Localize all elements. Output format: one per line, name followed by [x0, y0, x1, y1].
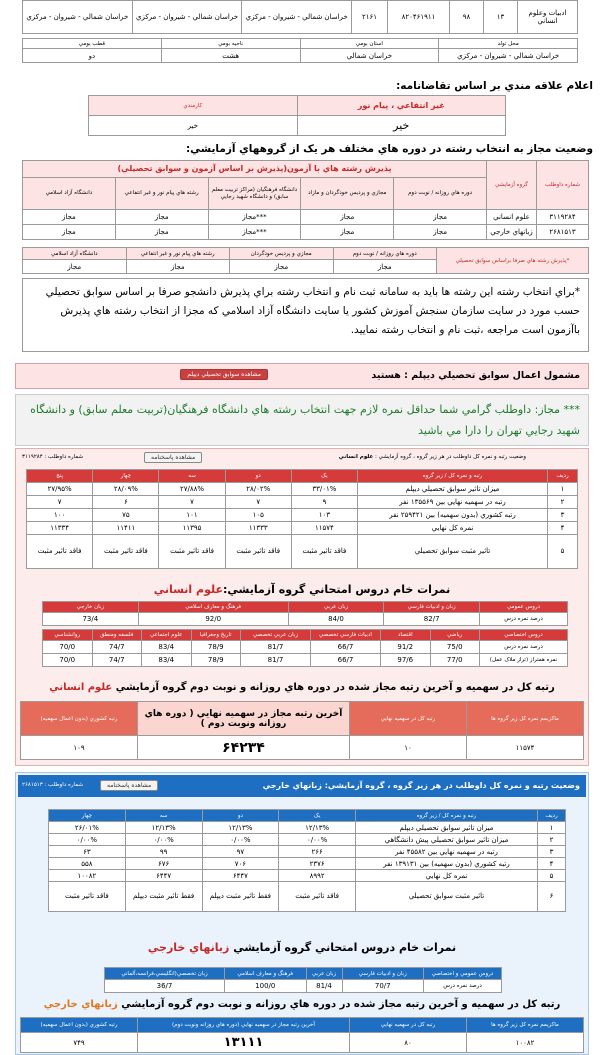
lang-cell: ۲ [538, 834, 566, 846]
lang-raw-value: 81/4 [306, 980, 342, 993]
lang-cell: ۲۳۷۶ [279, 858, 356, 870]
human-spec-header: رياضي [430, 630, 480, 641]
top-cell: ادبيات وعلوم انساني [518, 1, 578, 34]
human-spec-value: 77/0 [430, 654, 480, 667]
lang-raw-header: زبان و ادبيات فارسي [342, 968, 424, 980]
lang-answer-sheet-button[interactable]: مشاهده پاسخنامه [100, 780, 158, 791]
human-cell: فاقد تاثير مثبت [93, 535, 159, 569]
lang-cell: ۲۶۶ [279, 846, 356, 858]
green-note: *** مجاز: داوطلب گرامي شما حداقل نمره لازم جهت انتخاب رشته هاي دانشگاه فرهنگيان(تربيت معلم سابق) و دانشگاه شهيد رجايي تهران را دارا مي باشيد [15, 394, 589, 446]
lang-header: يک [279, 810, 356, 822]
human-final-rank-title: رتبه كل در سهميه و آخرين رتبه مجاز شده در دوره هاي روزانه و نوبت دوم گروه آزمايشي علوم انساني [49, 682, 555, 693]
human-spec-value: 66/7 [311, 654, 381, 667]
lang-final-rank-table [20, 1017, 584, 1053]
lang-raw-header: زبان عربي [306, 968, 342, 980]
human-cell: ۱۱۳۳۴ [27, 522, 93, 535]
human-rank-header: آخرين رتبه مجاز در سهميه نهايي ( دوره هاي روزانه ونوبت دوم ) [138, 702, 350, 736]
human-cell: ۷ [27, 496, 93, 509]
interest-header: غير انتفاعي ، پيام نور [297, 96, 506, 116]
status-cell: مجاز [23, 225, 116, 240]
human-final-rank-table [20, 701, 584, 760]
lang-rank-header: رتبه كشوري (بدون اعمال سهميه) [21, 1018, 138, 1033]
human-spec-header: روانشناسي [43, 630, 93, 641]
human-cell: ۲ [548, 496, 578, 509]
lang-rank-value: ۷۴۹ [21, 1033, 138, 1053]
record-header: دانشگاه آزاد اسلامي [23, 248, 127, 260]
lang-raw-table [104, 967, 502, 993]
human-cell: ۳۳/۰۱% [291, 483, 357, 496]
lang-raw-label: درصد نمره درس [424, 980, 502, 993]
human-cell: ۱۱۴۱۱ [93, 522, 159, 535]
human-cell: ۷۵ [93, 509, 159, 522]
interest-title: اعلام علاقه مندي بر اساس تقاضانامه: [396, 80, 593, 92]
human-spec-value: 70/0 [43, 654, 93, 667]
lang-candidate-id: شماره داوطلب : ۲۶۸۱۵۱۳ [22, 782, 84, 788]
human-cell: ميزان تاثير سوابق تحصيلي ديپلم [358, 483, 548, 496]
status-cell: مجاز [115, 210, 208, 225]
human-cell: فاقد تاثير مثبت [225, 535, 291, 569]
lang-cell: ميزان تاثير سوابق تحصيلي پيش دانشگاهي [356, 834, 538, 846]
human-spec-header: فلسفه ومنطق [92, 630, 142, 641]
human-cell: ۵ [548, 535, 578, 569]
human-spec-value: 78/9 [191, 641, 241, 654]
status-sub-header: رشته هاي پيام نور و غير انتفاعي [115, 178, 208, 210]
birth-table [22, 38, 578, 63]
status-title: وضعيت مجاز به انتخاب رشته در دوره هاي مختلف هر يک از گروههاي آزمايشي: [185, 143, 593, 155]
human-section [15, 448, 589, 766]
record-table [22, 247, 589, 274]
lang-rank-table [48, 809, 566, 912]
human-rank-value: ۱۰۹ [21, 736, 138, 760]
status-cell: ۲۶۸۱۵۱۳ [537, 225, 589, 240]
record-value: مجاز [333, 260, 437, 274]
birth-header: ناحيه بومي [161, 39, 300, 49]
lang-cell: ۶۴۴۷ [125, 870, 202, 882]
human-cell: ۲۸/۰۹% [93, 483, 159, 496]
lang-rank-header: رتبه كل در سهميه نهايي [350, 1018, 467, 1033]
human-header: چهار [93, 470, 159, 483]
birth-header: محل تولد [439, 39, 578, 49]
lang-header: رديف [538, 810, 566, 822]
top-cell: ۹۸ [450, 1, 484, 34]
lang-rank-header: آخرين رتبه مجاز در سهميه نهايي (دوره هاي روزانه ونوبت دوم) [138, 1018, 350, 1033]
human-cell: رتبه كشوري (بدون سهميه) بين ۲۵۹۴۲۱ نفر [358, 509, 548, 522]
birth-value: هشت [161, 49, 300, 63]
top-info-table [22, 0, 578, 34]
status-cell: مجاز [23, 210, 116, 225]
birth-value: خراسان شمالي - شيروان - مركزي [439, 49, 578, 63]
human-candidate-id: شماره داوطلب : ۳۱۱۹۲۸۴ [22, 454, 84, 460]
lang-raw-header: دروس عمومي و اختصاصي [424, 968, 502, 980]
human-cell: ۹ [291, 496, 357, 509]
human-cell: رتبه در سهميه نهايي بين ۱۳۵۵۶۹ نفر [358, 496, 548, 509]
human-rank-header: رتبه كل در سهميه نهايي [350, 702, 467, 736]
human-header: رديف [548, 470, 578, 483]
record-header: مجازي و پرديس خودگردان [230, 248, 334, 260]
human-general-value: 73/4 [43, 613, 139, 626]
human-cell: ۲۷/۹۵% [27, 483, 93, 496]
lang-cell: رتبه كشوري (بدون سهميه) بين ۱۳۹۱۳۱ نفر [356, 858, 538, 870]
status-cell: مجاز [394, 210, 487, 225]
lang-cell: ميزان تاثير سوابق تحصيلي ديپلم [356, 822, 538, 834]
human-answer-sheet-button[interactable]: مشاهده پاسخنامه [144, 452, 202, 463]
status-col-id: شماره داوطلب [537, 161, 589, 210]
human-spec-header: علوم اجتماعي [142, 630, 192, 641]
lang-rank-value: ۱۳۱۱۱ [138, 1033, 350, 1053]
status-cell: ۳۱۱۹۲۸۴ [537, 210, 589, 225]
status-cell: ***مجاز [208, 210, 301, 225]
lang-cell: ۹۷ [202, 846, 279, 858]
human-spec-value: 70/0 [43, 641, 93, 654]
human-spec-value: 91/2 [381, 641, 431, 654]
status-cell: مجاز [301, 225, 394, 240]
human-spec-header: زبان عربي تخصصي [241, 630, 311, 641]
lang-cell: ۱ [538, 822, 566, 834]
lang-cell: ۱۲/۱۳% [202, 822, 279, 834]
human-spec-value: 78/9 [191, 654, 241, 667]
status-cell: مجاز [115, 225, 208, 240]
lang-title: وضعيت رتبه و نمره كل داوطلب در هر زير گروه ، گروه آزمايشي: زبانهاي خارجي [262, 781, 580, 790]
human-spec-value: 66/7 [311, 641, 381, 654]
human-special-table [42, 629, 568, 667]
top-cell: ۸۲۰۴۶۱۹۱۱ [388, 1, 450, 34]
human-spec-header: ادبيات فارسي تخصصي [311, 630, 381, 641]
human-header: دو [225, 470, 291, 483]
human-rank-header: رتبه كشوري (بدون اعمال سهميه) [21, 702, 138, 736]
human-cell: فاقد تاثير مثبت [159, 535, 225, 569]
human-cell: ۳ [548, 509, 578, 522]
human-cell: ۱۱۵۷۴ [291, 522, 357, 535]
human-spec-value: 83/4 [142, 641, 192, 654]
lang-header: سه [125, 810, 202, 822]
diploma-label: مشمول اعمال سوابق تحصيلي ديپلم : هستيد [371, 370, 580, 381]
birth-header: قطب بومي [23, 39, 162, 49]
status-cell: ***مجاز [208, 225, 301, 240]
lang-cell: نمره كل نهايي [356, 870, 538, 882]
status-col-group: گروه آزمايشي [487, 161, 537, 210]
human-rank-value: ۱۰ [350, 736, 467, 760]
human-rank-value: ۶۴۲۳۴ [138, 736, 350, 760]
diploma-bar [15, 363, 589, 389]
human-general-label: درصد نمره درس [480, 613, 568, 626]
lang-cell: فقط تاثير مثبت ديپلم [202, 882, 279, 912]
human-general-header: دروس عمومي [480, 602, 568, 613]
lang-cell: تاثير مثبت سوابق تحصيلي [356, 882, 538, 912]
lang-raw-header: فرهنگ و معارف اسلامي [225, 968, 307, 980]
human-cell: ۱۰۵ [225, 509, 291, 522]
human-general-header: زبان خارجي [43, 602, 139, 613]
birth-value: دو [23, 49, 162, 63]
top-cell: ۲۱۶۱ [352, 1, 388, 34]
human-cell: ۴ [548, 522, 578, 535]
human-header: سه [159, 470, 225, 483]
human-cell: ۱۱۳۳۳ [225, 522, 291, 535]
lang-cell: ۹۹ [125, 846, 202, 858]
human-general-header: زبان و ادبيات فارسي [384, 602, 480, 613]
status-band-title: پذيرش رشته هاي با آزمون(پذيرش بر اساس آزمون و سوابق تحصيلي) [23, 161, 487, 178]
top-cell: خراسان شمالي - شيروان - مركزي [132, 1, 242, 34]
lang-cell: فاقد تاثير مثبت [279, 882, 356, 912]
top-cell: ۱۳ [484, 1, 518, 34]
record-note: *براي انتخاب رشته اين رشته ها بايد به سامانه ثبت نام و انتخاب رشته براي پذيرش دانشجو صرفا بر اساس سوابق تحصيلي حسب مورد در سايت سازمان سنجش آموزش كشور يا سايت دانشگاه آزاد اسلامي كه مجزا از انتخاب رشته هاي پذيرش باآزمون است مراجعه ،ثبت نام و انتخاب رشته نماييد. [22, 278, 589, 352]
human-cell: ۲۸/۰۲% [225, 483, 291, 496]
human-spec-header: دروس اختصاصي [480, 630, 568, 641]
human-cell: نمره كل نهايي [358, 522, 548, 535]
human-header: يک [291, 470, 357, 483]
human-general-header: فرهنگ و معارف اسلامي [138, 602, 288, 613]
lang-raw-value: 70/7 [342, 980, 424, 993]
human-cell: ۱ [548, 483, 578, 496]
human-title-bar [18, 451, 586, 465]
human-header: رتبه و نمره كل / زير گروه [358, 470, 548, 483]
human-cell: ۷ [225, 496, 291, 509]
lang-cell: ۰/۰۰% [49, 834, 126, 846]
lang-cell: رتبه در سهميه نهايي بين ۴۵۵۸۲ نفر [356, 846, 538, 858]
top-cell: خراسان شمالي - شيروان - مركزي [242, 1, 352, 34]
record-value: مجاز [126, 260, 230, 274]
lang-cell: ۶۷۶ [125, 858, 202, 870]
human-spec-value: 81/7 [241, 641, 311, 654]
human-title: وضعيت رتبه و نمره كل داوطلب در هر زير گروه ، گروه آزمايشي : علوم انساني [338, 454, 526, 460]
lang-rank-header: ماكزيمم نمره كل زير گروه ها [467, 1018, 584, 1033]
status-cell: علوم انساني [487, 210, 537, 225]
human-cell: ۱۰۱ [159, 509, 225, 522]
lang-cell: ۸۹۹۲ [279, 870, 356, 882]
human-spec-header: اقتصاد [381, 630, 431, 641]
human-general-header: زبان عربي [288, 602, 384, 613]
lang-raw-header: زبان تخصصي(انگليسي،فرانسه،آلماني [105, 968, 225, 980]
lang-header: چهار [49, 810, 126, 822]
lang-cell: ۱۲/۱۳% [279, 822, 356, 834]
lang-section [15, 772, 589, 1055]
lang-cell: ۱۲/۱۳% [125, 822, 202, 834]
lang-cell: ۰/۰۰% [279, 834, 356, 846]
human-general-value: 84/0 [288, 613, 384, 626]
human-cell: ۷ [159, 496, 225, 509]
interest-value: خير [89, 116, 298, 136]
lang-cell: ۴ [538, 858, 566, 870]
human-spec-value: 74/7 [92, 641, 142, 654]
human-rank-header: ماكزيمم نمره كل زير گروه ها [467, 702, 584, 736]
lang-cell: ۶۳ [49, 846, 126, 858]
birth-header: استان بومي [300, 39, 439, 49]
human-cell: فاقد تاثير مثبت [27, 535, 93, 569]
human-raw-title: نمرات خام دروس امتحاني گروه آزمايشي:علوم انساني [153, 583, 451, 596]
human-spec-label: نمره همتراز (تراز ملاک عمل) [480, 654, 568, 667]
record-value: مجاز [230, 260, 334, 274]
human-spec-value: 81/7 [241, 654, 311, 667]
status-sub-header: دوره هاي روزانه / نوبت دوم [394, 178, 487, 210]
interest-value: خير [297, 116, 506, 136]
lang-raw-value: 36/7 [105, 980, 225, 993]
lang-cell: ۷۰۶ [202, 858, 279, 870]
interest-table [88, 95, 506, 136]
human-spec-value: 83/4 [142, 654, 192, 667]
human-cell: ۱۰۰ [27, 509, 93, 522]
lang-cell: ۶ [538, 882, 566, 912]
lang-cell: فاقد تاثير مثبت [49, 882, 126, 912]
human-rank-value: ۱۱۵۷۴ [467, 736, 584, 760]
view-diploma-records-button[interactable]: مشاهده سوابق تحصيلي ديپلم [180, 369, 268, 380]
birth-value: خراسان شمالي [300, 49, 439, 63]
lang-cell: ۶۴۴۷ [202, 870, 279, 882]
human-cell: ۱۰۳ [291, 509, 357, 522]
lang-cell: ۰/۰۰% [125, 834, 202, 846]
human-cell: تاثير مثبت سوابق تحصيلي [358, 535, 548, 569]
human-cell: فاقد تاثير مثبت [291, 535, 357, 569]
human-general-table [42, 601, 568, 626]
lang-cell: ۵ [538, 870, 566, 882]
status-cell: مجاز [301, 210, 394, 225]
human-cell: ۶ [93, 496, 159, 509]
status-cell: مجاز [394, 225, 487, 240]
top-cell: خراسان شمالي - شيروان - مركزي [23, 1, 133, 34]
human-general-value: 92/0 [138, 613, 288, 626]
lang-rank-value: ۸۰ [350, 1033, 467, 1053]
lang-cell: ۲۶/۰۱% [49, 822, 126, 834]
lang-rank-value: ۱۰۰۸۲ [467, 1033, 584, 1053]
lang-cell: فقط تاثير مثبت ديپلم [125, 882, 202, 912]
lang-cell: ۵۵۸ [49, 858, 126, 870]
human-rank-table [26, 469, 578, 569]
status-table [22, 160, 589, 240]
record-label: *پذيرش رشته هاي صرفا براساس سوابق تحصيلي [437, 248, 589, 274]
human-spec-value: 75/0 [430, 641, 480, 654]
human-spec-label: درصد نمره درس [480, 641, 568, 654]
lang-header: رتبه و نمره كل / زير گروه [356, 810, 538, 822]
record-value: مجاز [23, 260, 127, 274]
record-header: رشته هاي پيام نور و غير انتفاعي [126, 248, 230, 260]
human-spec-value: 97/6 [381, 654, 431, 667]
status-sub-header: دانشگاه آزاد اسلامي [23, 178, 116, 210]
human-spec-value: 74/7 [92, 654, 142, 667]
status-cell: زبانهاي خارجي [487, 225, 537, 240]
lang-cell: ۳ [538, 846, 566, 858]
lang-cell: ۱۰۰۸۲ [49, 870, 126, 882]
lang-raw-title: نمرات خام دروس امتحاني گروه آزمايشي زبانهاي خارجي [147, 941, 457, 954]
human-spec-header: تاريخ وجغرافيا [191, 630, 241, 641]
status-sub-header: دانشگاه فرهنگيان (مراكز تربيت معلم سابق) و دانشگاه شهيد رجايي [208, 178, 301, 210]
human-header: پنج [27, 470, 93, 483]
lang-final-rank-title: رتبه كل در سهميه و آخرين رتبه مجاز شده در دوره هاي روزانه و نوبت دوم گروه آزمايشي زبانهاي خارجي [43, 999, 561, 1010]
lang-cell: ۰/۰۰% [202, 834, 279, 846]
record-header: دوره هاي روزانه / نوبت دوم [333, 248, 437, 260]
interest-header: كارمندي [89, 96, 298, 116]
human-general-value: 82/7 [384, 613, 480, 626]
status-sub-header: مجازي و پرديس خودگردان و مازاد [301, 178, 394, 210]
human-cell: ۱۱۳۹۵ [159, 522, 225, 535]
human-cell: ۲۷/۸۸% [159, 483, 225, 496]
lang-title-bar [18, 775, 586, 797]
lang-header: دو [202, 810, 279, 822]
lang-raw-value: 100/0 [225, 980, 307, 993]
